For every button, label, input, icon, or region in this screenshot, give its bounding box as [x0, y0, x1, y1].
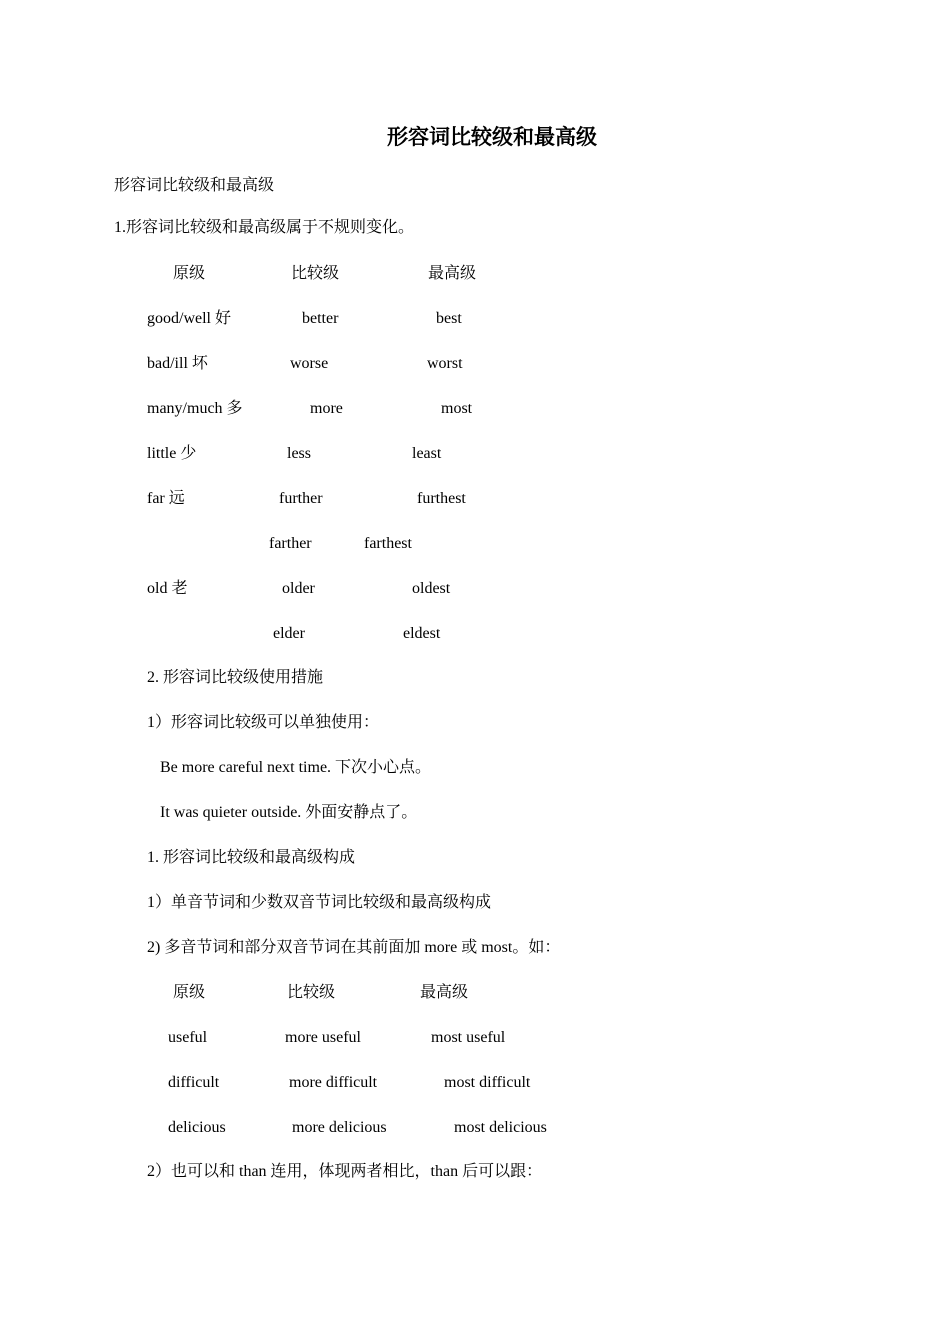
table-cell: more useful — [285, 1029, 361, 1046]
table-cell: worst — [427, 355, 463, 372]
section2-heading: 2. 形容词比较级使用措施 — [147, 669, 324, 686]
table-cell: elder — [273, 625, 305, 642]
table-cell: difficult — [168, 1074, 220, 1091]
section2-item1: 1）形容词比较级可以单独使用： — [147, 714, 380, 731]
table-cell: furthest — [417, 490, 466, 507]
section3-item2: 2) 多音节词和部分双音节词在其前面加 more 或 most。如： — [147, 939, 561, 956]
table-cell: worse — [290, 355, 329, 372]
section3-item1: 1）单音节词和少数双音节词比较级和最高级构成 — [147, 894, 492, 911]
example-sentence-2: It was quieter outside. 外面安静点了。 — [160, 804, 418, 821]
section1-heading: 1.形容词比较级和最高级属于不规则变化。 — [114, 219, 415, 236]
table-cell: old 老 — [147, 580, 188, 597]
table-cell: older — [282, 580, 315, 597]
table-cell: most — [441, 400, 473, 417]
table-cell: further — [279, 490, 323, 507]
table-header-superlative: 最高级 — [420, 984, 469, 1001]
example-sentence-1: Be more careful next time. 下次小心点。 — [160, 759, 432, 776]
table-cell: farther — [269, 535, 312, 552]
table-cell: far 远 — [147, 490, 185, 507]
table-cell: better — [302, 310, 339, 327]
table-header-superlative: 最高级 — [428, 265, 477, 282]
table-cell: more difficult — [289, 1074, 378, 1091]
table-cell: least — [412, 445, 442, 462]
table-cell: most delicious — [454, 1119, 547, 1136]
table-cell: good/well 好 — [147, 310, 231, 327]
document-title: 形容词比较级和最高级 — [387, 125, 597, 149]
table-cell: bad/ill 坏 — [147, 355, 208, 372]
section3-heading: 1. 形容词比较级和最高级构成 — [147, 849, 356, 866]
table-cell: oldest — [412, 580, 451, 597]
table-cell: more delicious — [292, 1119, 387, 1136]
table-cell: less — [287, 445, 311, 462]
document-subtitle: 形容词比较级和最高级 — [114, 177, 275, 194]
section3-item3: 2）也可以和 than 连用，体现两者相比，than 后可以跟： — [147, 1163, 543, 1180]
table-cell: useful — [168, 1029, 208, 1046]
table-cell: most useful — [431, 1029, 506, 1046]
table-header-comparative: 比较级 — [291, 265, 340, 282]
table-cell: most difficult — [444, 1074, 531, 1091]
table-cell: best — [436, 310, 462, 327]
table-header-positive: 原级 — [173, 984, 206, 1001]
table-cell: little 少 — [147, 445, 197, 462]
table-cell: many/much 多 — [147, 400, 243, 417]
table-cell: eldest — [403, 625, 441, 642]
table-header-positive: 原级 — [173, 265, 206, 282]
table-cell: more — [310, 400, 343, 417]
table-cell: delicious — [168, 1119, 226, 1136]
table-cell: farthest — [364, 535, 412, 552]
table-header-comparative: 比较级 — [287, 984, 336, 1001]
